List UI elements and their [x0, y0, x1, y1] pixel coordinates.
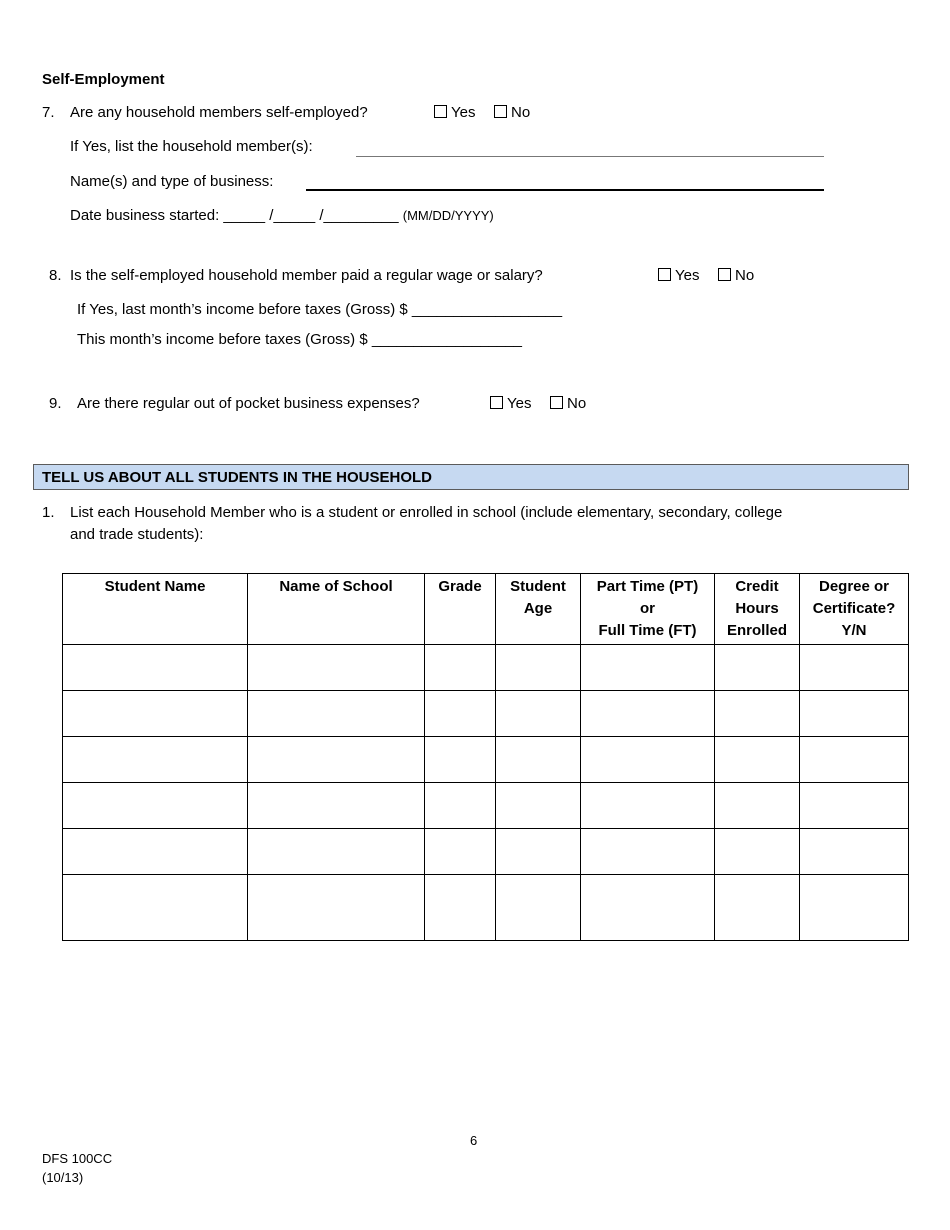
table-cell[interactable] [496, 691, 581, 737]
q7-no-checkbox[interactable] [494, 105, 507, 118]
table-cell[interactable] [63, 691, 248, 737]
form-date: (10/13) [42, 1170, 84, 1185]
table-cell[interactable] [425, 829, 496, 875]
table-cell[interactable] [425, 645, 496, 691]
table-cell[interactable] [581, 737, 715, 783]
q7-text: Are any household members self-employed? [70, 104, 368, 121]
table-cell[interactable] [581, 829, 715, 875]
students-q1-line1: List each Household Member who is a student or enrolled in school (include elementary, secondary, college [70, 504, 783, 521]
q7-yes-checkbox[interactable] [434, 105, 447, 118]
table-cell[interactable] [248, 737, 425, 783]
table-cell[interactable] [425, 691, 496, 737]
table-cell[interactable] [248, 783, 425, 829]
q9-no-option[interactable] [550, 395, 586, 412]
table-cell[interactable] [581, 691, 715, 737]
table-cell[interactable] [63, 645, 248, 691]
header-credit-hours: Credit Hours Enrolled [715, 574, 800, 645]
table-row [63, 737, 909, 783]
q7-business-field[interactable] [306, 174, 824, 191]
table-cell[interactable] [248, 875, 425, 941]
header-grade: Grade [425, 574, 496, 645]
q9-no-checkbox[interactable] [550, 396, 563, 409]
q7-members-field[interactable] [356, 140, 824, 157]
students-banner-title: TELL US ABOUT ALL STUDENTS IN THE HOUSEHOLD [42, 469, 433, 486]
table-cell[interactable] [800, 691, 909, 737]
q9-no-label: No [567, 395, 587, 412]
q9-yes-label: Yes [507, 395, 532, 412]
table-cell[interactable] [496, 783, 581, 829]
table-cell[interactable] [425, 783, 496, 829]
table-cell[interactable] [248, 829, 425, 875]
header-part-full-time: Part Time (PT) or Full Time (FT) [581, 574, 715, 645]
table-cell[interactable] [63, 737, 248, 783]
q7-date-label: Date business started: _____ /_____ /_________ [70, 207, 399, 224]
students-q1-number: 1. [42, 504, 55, 521]
table-cell[interactable] [248, 691, 425, 737]
table-header-row [63, 574, 909, 645]
students-q1-line2: and trade students): [70, 526, 204, 543]
table-cell[interactable] [496, 829, 581, 875]
q8-text: Is the self-employed household member paid a regular wage or salary? [70, 267, 543, 284]
q7-date-field[interactable] [70, 207, 494, 224]
q7-business-label: Name(s) and type of business: [70, 173, 274, 190]
table-cell[interactable] [63, 783, 248, 829]
table-cell[interactable] [496, 875, 581, 941]
table-cell[interactable] [248, 645, 425, 691]
table-cell[interactable] [715, 691, 800, 737]
q8-no-option[interactable] [718, 267, 754, 284]
table-cell[interactable] [715, 829, 800, 875]
table-row [63, 829, 909, 875]
page-number: 6 [470, 1133, 478, 1148]
q8-last-month-field[interactable]: If Yes, last month’s income before taxes (Gross) $ __________________ [77, 301, 563, 318]
table-cell[interactable] [581, 783, 715, 829]
table-cell[interactable] [496, 737, 581, 783]
q8-yes-option[interactable] [658, 267, 699, 284]
table-cell[interactable] [581, 645, 715, 691]
q8-number: 8. [49, 267, 62, 284]
table-cell[interactable] [425, 875, 496, 941]
table-row [63, 691, 909, 737]
q9-yes-checkbox[interactable] [490, 396, 503, 409]
q7-no-option[interactable] [494, 104, 530, 121]
table-row [63, 645, 909, 691]
table-cell[interactable] [715, 875, 800, 941]
q7-no-label: No [511, 104, 531, 121]
header-name-of-school: Name of School [248, 574, 425, 645]
q9-yes-option[interactable] [490, 395, 531, 412]
table-row [63, 783, 909, 829]
q8-no-label: No [735, 267, 755, 284]
q8-yes-label: Yes [675, 267, 700, 284]
table-cell[interactable] [63, 829, 248, 875]
table-cell[interactable] [581, 875, 715, 941]
q9-text: Are there regular out of pocket business expenses? [77, 395, 420, 412]
q8-no-checkbox[interactable] [718, 268, 731, 281]
q7-yes-option[interactable] [434, 104, 475, 121]
table-cell[interactable] [425, 737, 496, 783]
table-cell[interactable] [715, 737, 800, 783]
header-student-name: Student Name [63, 574, 248, 645]
q8-this-month-field[interactable]: This month’s income before taxes (Gross) $ __________________ [77, 331, 522, 348]
table-cell[interactable] [800, 875, 909, 941]
header-degree-certificate: Degree or Certificate? Y/N [800, 574, 909, 645]
section-heading: Self-Employment [42, 71, 165, 88]
header-student-age: Student Age [496, 574, 581, 645]
table-row [63, 875, 909, 941]
table-cell[interactable] [715, 645, 800, 691]
q7-number: 7. [42, 104, 55, 121]
table-cell[interactable] [496, 645, 581, 691]
table-cell[interactable] [63, 875, 248, 941]
table-cell[interactable] [800, 737, 909, 783]
q7-yes-label: Yes [451, 104, 476, 121]
q7-members-label: If Yes, list the household member(s): [70, 138, 313, 155]
students-banner [33, 464, 909, 490]
table-cell[interactable] [800, 829, 909, 875]
students-table [62, 573, 909, 941]
table-cell[interactable] [800, 783, 909, 829]
q7-date-format: (MM/DD/YYYY) [402, 208, 494, 223]
form-id: DFS 100CC [42, 1151, 113, 1166]
q8-yes-checkbox[interactable] [658, 268, 671, 281]
table-cell[interactable] [715, 783, 800, 829]
q9-number: 9. [49, 395, 62, 412]
table-cell[interactable] [800, 645, 909, 691]
